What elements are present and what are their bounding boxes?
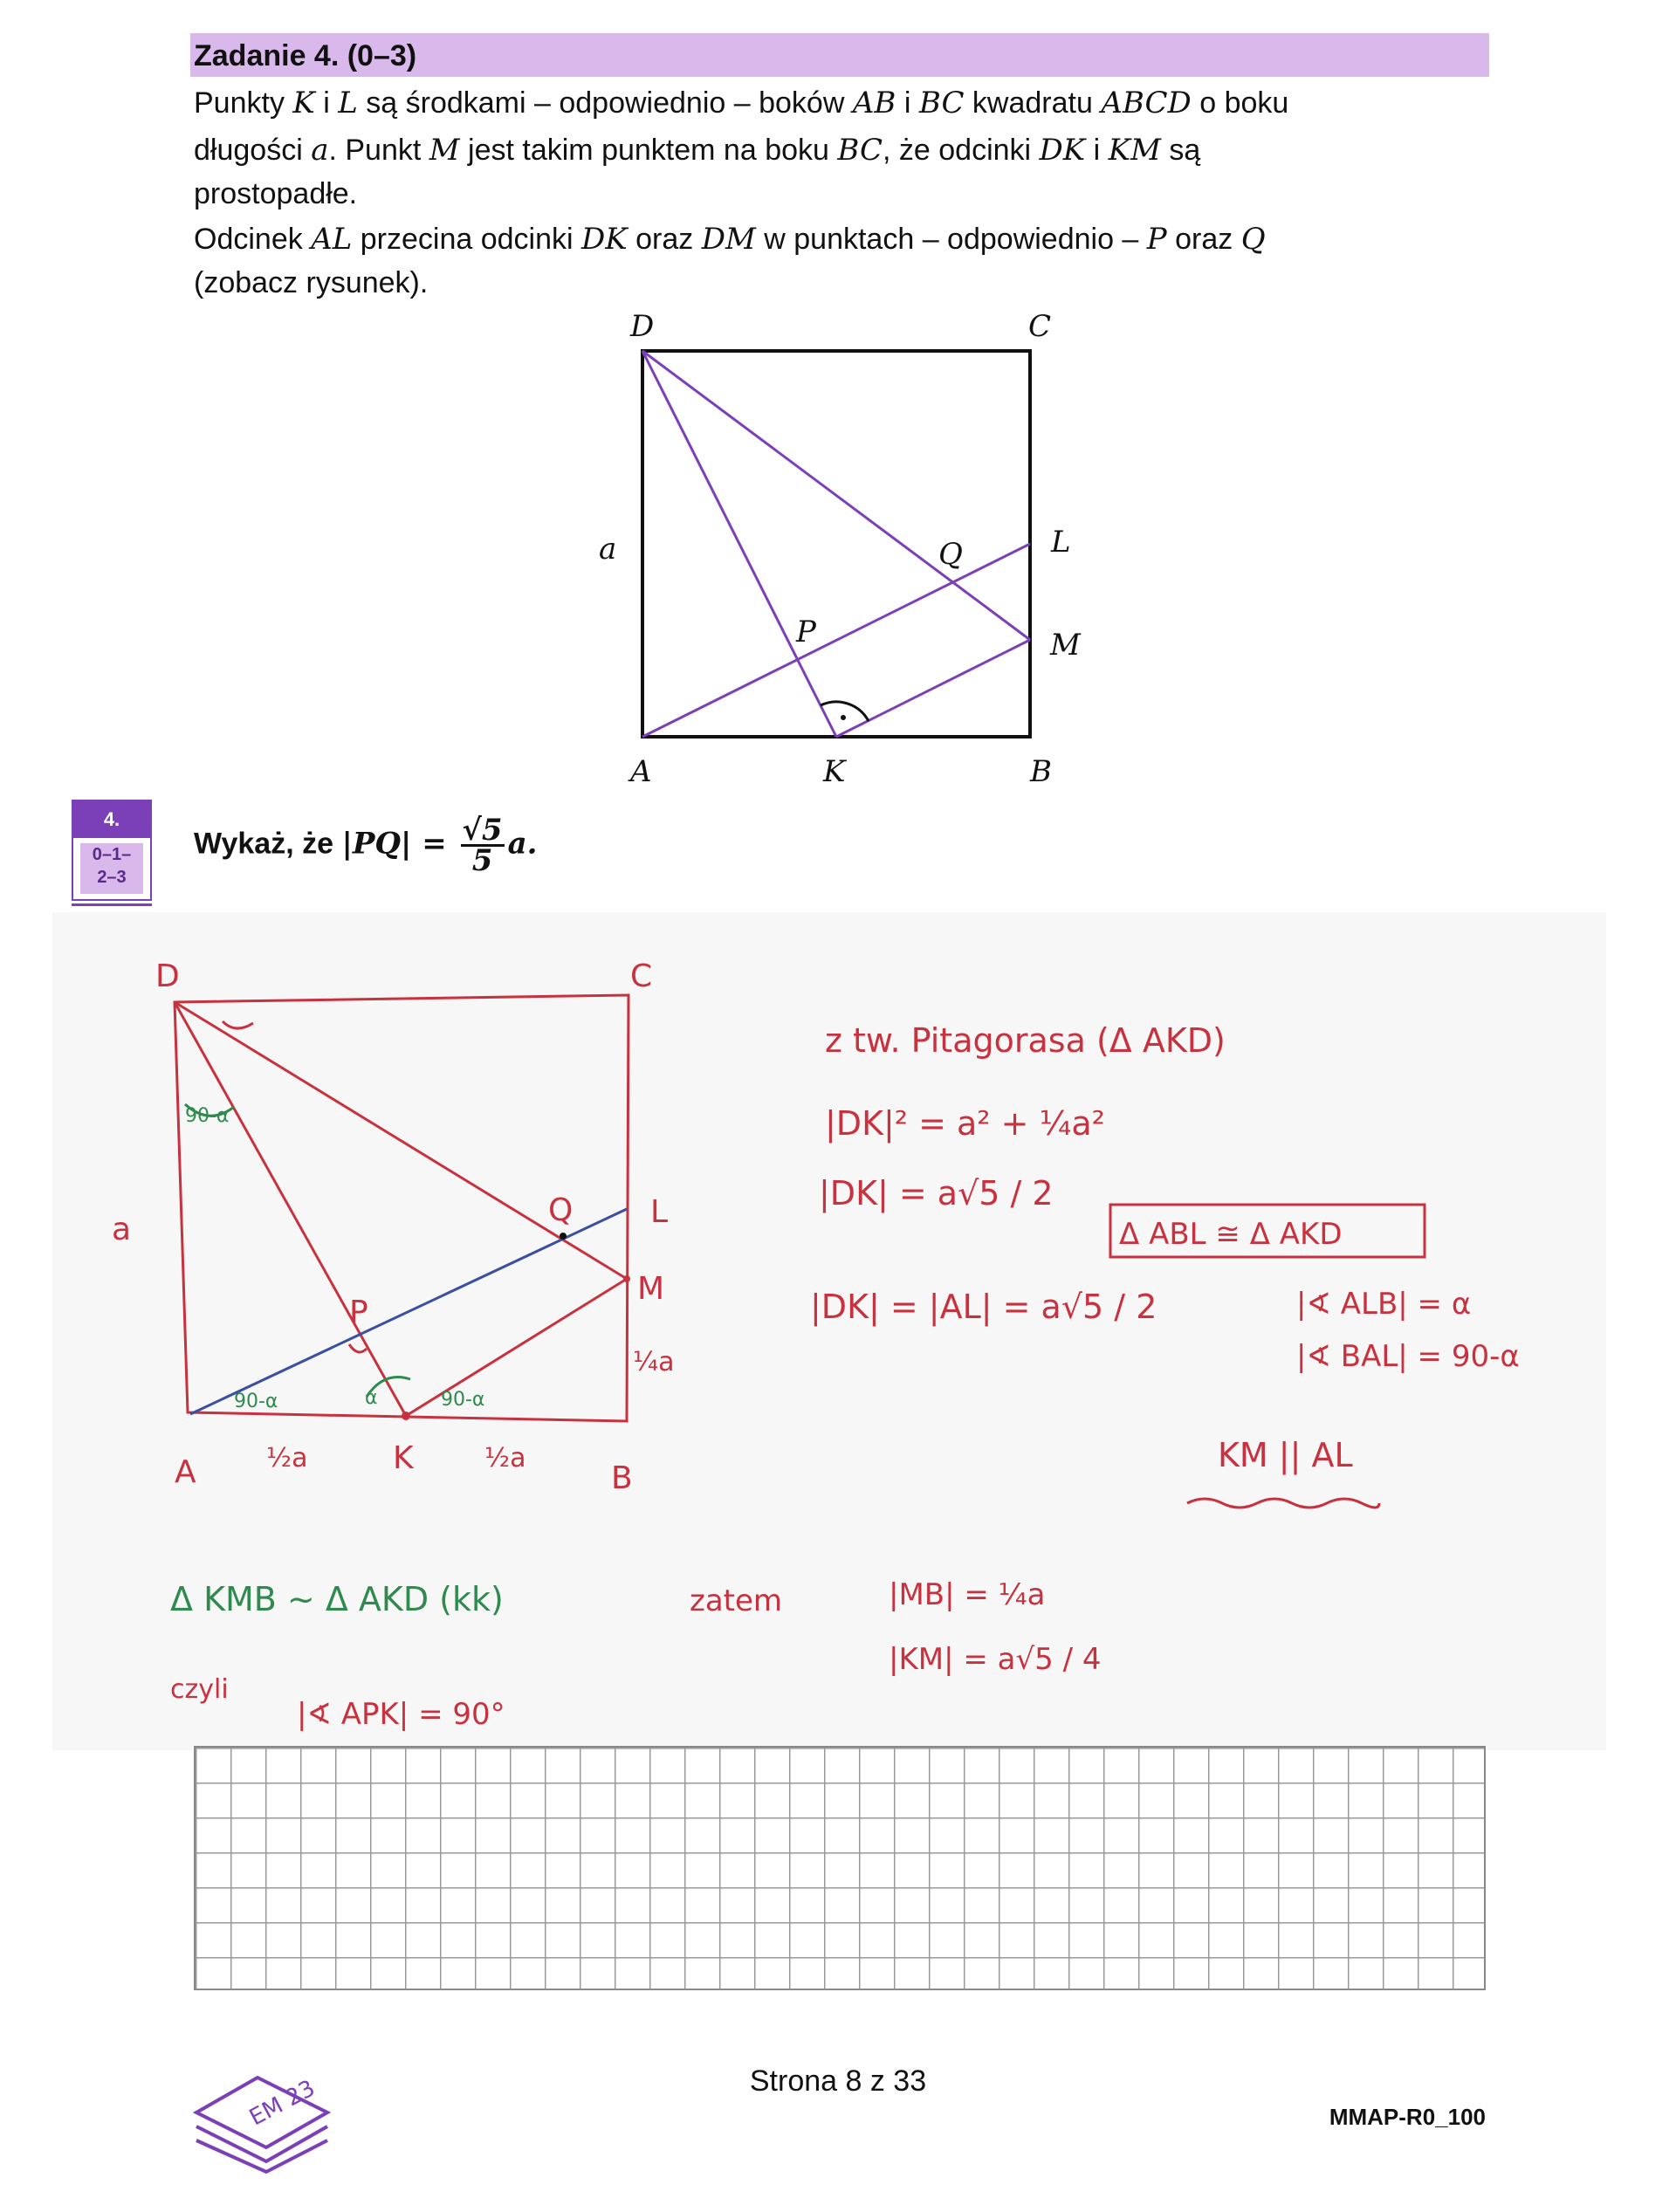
hw-apk: |∢ APK| = 90°: [297, 1697, 505, 1732]
hw-label-b: B: [611, 1460, 633, 1496]
hw-angle-top: 90-α: [185, 1105, 230, 1127]
hw-angle-alb: |∢ ALB| = α: [1296, 1287, 1472, 1322]
hw-dk-value: |DK| = a√5 / 2: [819, 1174, 1054, 1212]
hw-czyli: czyli: [170, 1674, 229, 1705]
hw-pyth-title: z tw. Pitagorasa (Δ AKD): [825, 1021, 1226, 1060]
hw-dk: [175, 1002, 406, 1416]
hw-angle-bal: |∢ BAL| = 90-α: [1296, 1339, 1520, 1374]
hw-mb: |MB| = ¼a: [889, 1577, 1046, 1612]
task-number: 4.: [73, 801, 150, 838]
hw-angle-alpha: α: [365, 1387, 378, 1409]
fig-label-d: D: [630, 309, 655, 344]
problem-line-4: Odcinek AL przecina odcinki DK oraz DM w punktach – odpowiednio – P oraz Q: [194, 222, 1266, 257]
fig-label-a: A: [630, 754, 652, 789]
problem-line-3: prostopadłe.: [194, 177, 358, 210]
fig-label-p: P: [796, 615, 816, 649]
hw-label-d: D: [155, 958, 180, 994]
problem-line-5: (zobacz rysunek).: [194, 266, 429, 299]
hw-km: |KM| = a√5 / 4: [889, 1642, 1102, 1677]
hw-label-m: M: [637, 1271, 665, 1307]
hw-label-q: Q: [548, 1192, 574, 1228]
hw-label-half-left: ½a: [266, 1443, 308, 1474]
hw-dk-al: |DK| = |AL| = a√5 / 2: [810, 1288, 1157, 1326]
logo-text: EM 23: [245, 2075, 319, 2132]
hw-similarity: Δ KMB ~ Δ AKD (kk): [170, 1580, 504, 1618]
hw-label-p: P: [349, 1295, 368, 1330]
answer-grid: [194, 1746, 1486, 1990]
fig-label-k: K: [823, 754, 846, 789]
hw-km: [406, 1279, 627, 1416]
fig-label-b: B: [1030, 754, 1052, 789]
hw-dk-squared: |DK|² = a² + ¼a²: [825, 1104, 1105, 1143]
hw-label-quarter: ¼a: [633, 1347, 675, 1377]
task-points-scale: 0–1– 2–3: [80, 843, 143, 894]
fig-label-c: C: [1028, 309, 1052, 344]
prove-statement: Wykaż, że |PQ| = $\frac{√5}{5}$ a.: [194, 813, 538, 878]
hw-dm: [175, 1002, 627, 1279]
hw-label-c: C: [630, 958, 653, 994]
problem-line-1: Punkty K i L są środkami – odpowiednio – boków AB i BC kwadratu ABCD o boku: [194, 86, 1289, 120]
hw-label-k: K: [393, 1440, 414, 1476]
fig-label-m: M: [1050, 628, 1081, 663]
task-title: Zadanie 4. (0–3): [194, 39, 417, 72]
hw-congruence: Δ ABL ≅ Δ AKD: [1119, 1217, 1343, 1252]
hw-zatem: zatem: [690, 1583, 783, 1618]
hw-angle-left: 90-α: [234, 1391, 278, 1412]
hw-km-parallel: KM || AL: [1218, 1436, 1353, 1474]
problem-line-2: długości a. Punkt M jest takim punktem na boku BC, że odcinki DK i KM są: [194, 133, 1201, 168]
fig-label-l: L: [1051, 525, 1071, 560]
hw-angle-right: 90-α: [441, 1389, 485, 1411]
exam-code: MMAP-R0_100: [1329, 2104, 1486, 2130]
fig-label-q: Q: [938, 537, 963, 572]
fraction-sqrt5-over-5: $\frac{√5}{5}$: [462, 813, 503, 878]
hw-al: [190, 1209, 627, 1414]
hw-label-a: A: [175, 1454, 196, 1490]
fig-label-side-a: a: [599, 532, 617, 567]
hw-label-half-right: ½a: [484, 1443, 526, 1474]
hw-label-l: L: [650, 1194, 669, 1230]
hw-label-side-a: a: [112, 1212, 132, 1247]
page-number: Strona 8 z 33: [749, 2064, 927, 2098]
